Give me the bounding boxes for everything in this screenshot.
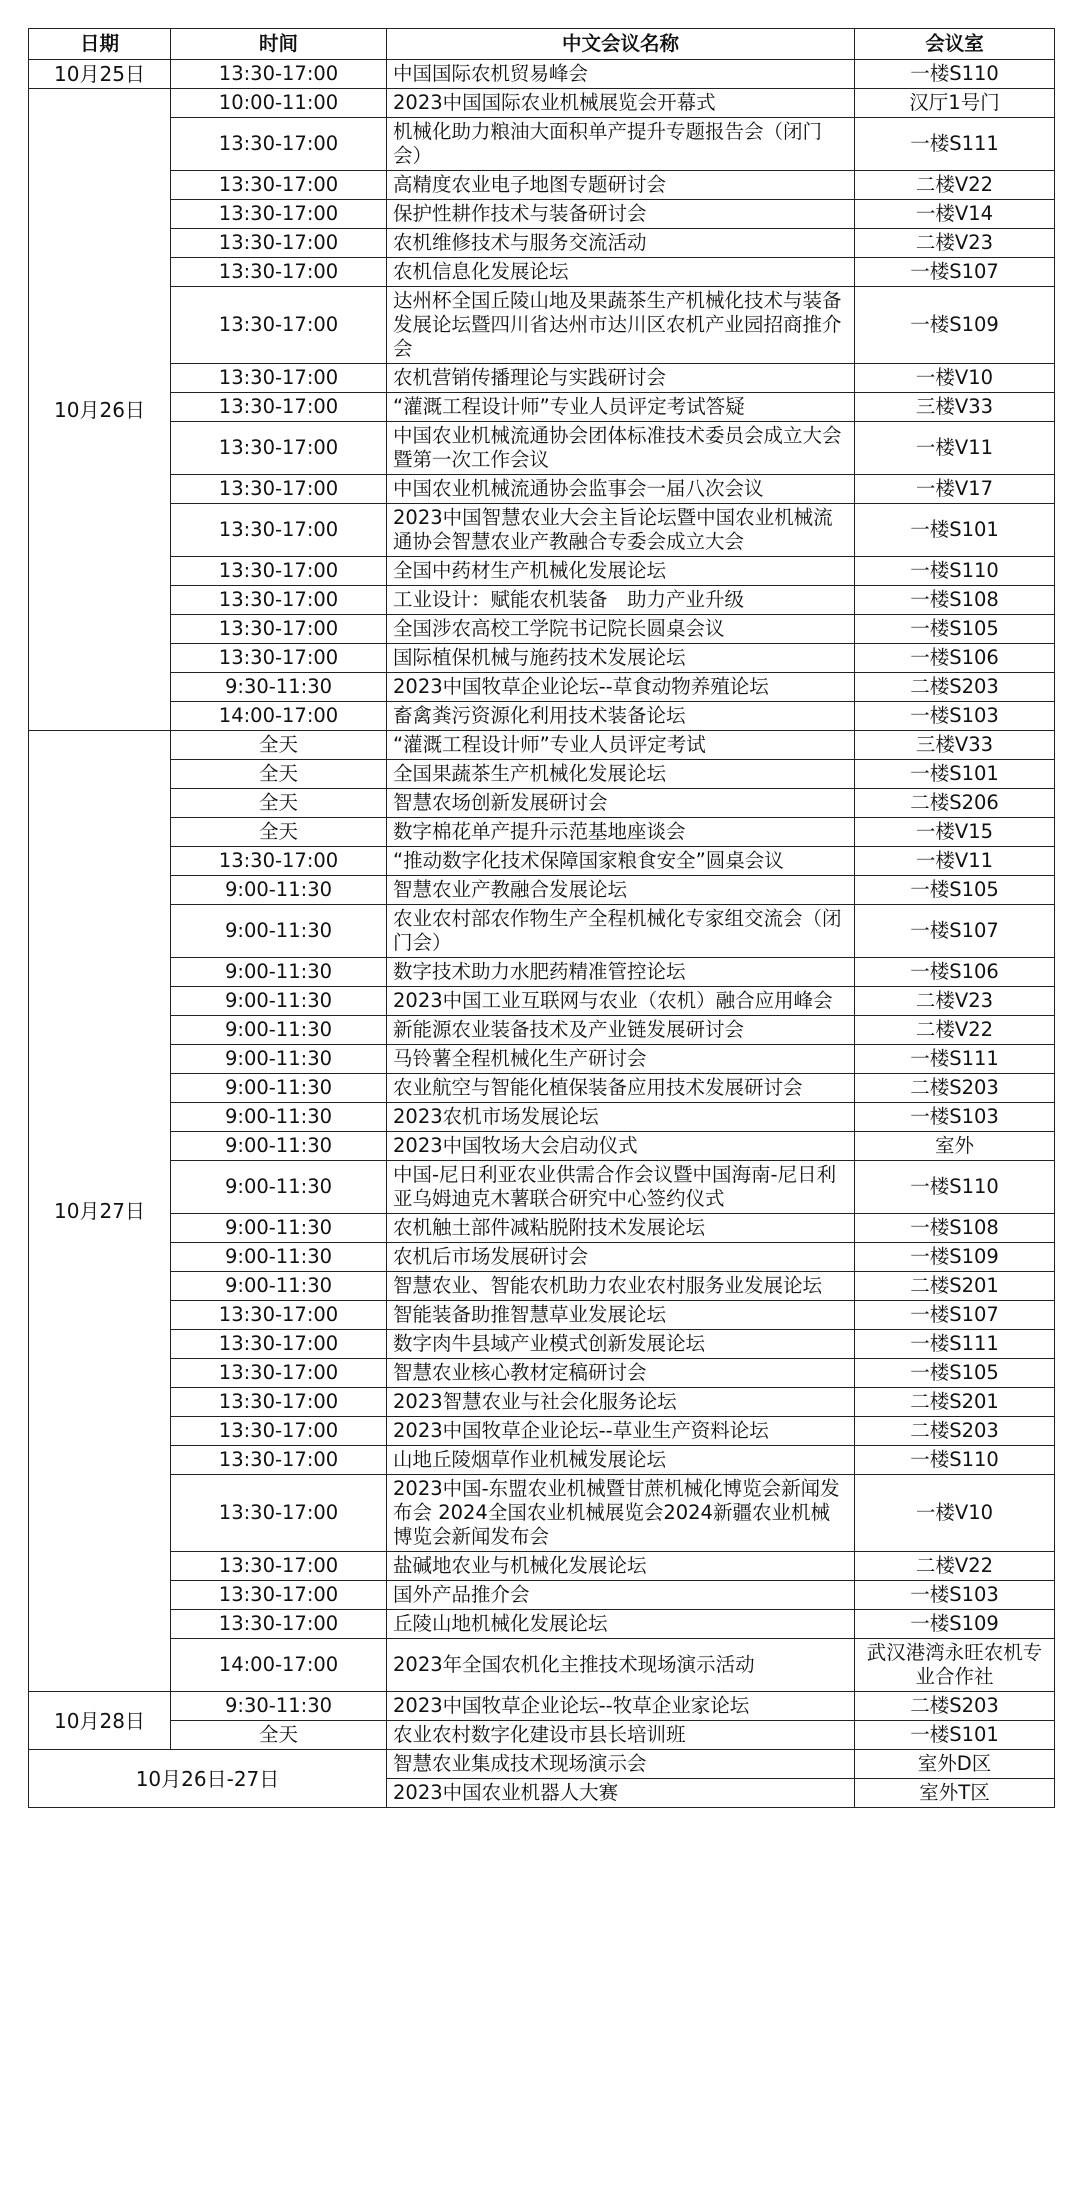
table-row <box>29 118 1055 171</box>
meeting-name-cell: 全国涉农高校工学院书记院长圆桌会议 <box>387 615 855 644</box>
time-cell: 13:30-17:00 <box>171 1552 387 1581</box>
time-cell: 9:00-11:30 <box>171 876 387 905</box>
table-row <box>29 1301 1055 1330</box>
table-row <box>29 876 1055 905</box>
table-row <box>29 1132 1055 1161</box>
meeting-name-cell: 农机维修技术与服务交流活动 <box>387 229 855 258</box>
table-row <box>29 1330 1055 1359</box>
meeting-name-cell: 2023农机市场发展论坛 <box>387 1103 855 1132</box>
time-cell: 13:30-17:00 <box>171 1417 387 1446</box>
table-row <box>29 731 1055 760</box>
room-cell: 一楼V10 <box>855 364 1055 393</box>
time-cell: 全天 <box>171 760 387 789</box>
table-row <box>29 673 1055 702</box>
date-cell: 10月27日 <box>29 731 171 1692</box>
table-row <box>29 364 1055 393</box>
meeting-name-cell: 数字肉牛县域产业模式创新发展论坛 <box>387 1330 855 1359</box>
room-cell: 一楼S103 <box>855 1581 1055 1610</box>
room-cell: 二楼S203 <box>855 1417 1055 1446</box>
room-cell: 二楼V23 <box>855 229 1055 258</box>
table-row <box>29 1388 1055 1417</box>
header-meeting-name: 中文会议名称 <box>387 29 855 60</box>
time-cell: 9:00-11:30 <box>171 1016 387 1045</box>
meeting-name-cell: 智慧农业集成技术现场演示会 <box>387 1750 855 1779</box>
table-header-row <box>29 29 1055 60</box>
room-cell: 一楼S103 <box>855 1103 1055 1132</box>
table-row <box>29 1446 1055 1475</box>
table-row <box>29 200 1055 229</box>
time-cell: 13:30-17:00 <box>171 393 387 422</box>
table-row <box>29 504 1055 557</box>
table-row <box>29 1639 1055 1692</box>
room-cell: 一楼S107 <box>855 1301 1055 1330</box>
time-cell: 9:00-11:30 <box>171 1074 387 1103</box>
time-cell: 13:30-17:00 <box>171 364 387 393</box>
room-cell: 一楼S105 <box>855 876 1055 905</box>
meeting-name-cell: 达州杯全国丘陵山地及果蔬茶生产机械化技术与装备发展论坛暨四川省达州市达川区农机产业园招商推介会 <box>387 287 855 364</box>
room-cell: 二楼S203 <box>855 1692 1055 1721</box>
time-cell: 13:30-17:00 <box>171 475 387 504</box>
meeting-name-cell: 2023中国牧草企业论坛--草食动物养殖论坛 <box>387 673 855 702</box>
room-cell: 一楼S105 <box>855 1359 1055 1388</box>
room-cell: 三楼V33 <box>855 393 1055 422</box>
meeting-name-cell: 智能装备助推智慧草业发展论坛 <box>387 1301 855 1330</box>
meeting-name-cell: 全国中药材生产机械化发展论坛 <box>387 557 855 586</box>
meeting-name-cell: 山地丘陵烟草作业机械发展论坛 <box>387 1446 855 1475</box>
room-cell: 一楼S107 <box>855 258 1055 287</box>
time-cell: 14:00-17:00 <box>171 702 387 731</box>
room-cell: 一楼S109 <box>855 1243 1055 1272</box>
time-cell: 13:30-17:00 <box>171 171 387 200</box>
meeting-name-cell: 马铃薯全程机械化生产研讨会 <box>387 1045 855 1074</box>
meeting-name-cell: 农业农村部农作物生产全程机械化专家组交流会（闭门会） <box>387 905 855 958</box>
table-row <box>29 171 1055 200</box>
time-cell: 9:30-11:30 <box>171 1692 387 1721</box>
table-row <box>29 475 1055 504</box>
room-cell: 一楼S111 <box>855 1330 1055 1359</box>
table-row <box>29 1417 1055 1446</box>
meeting-name-cell: 2023中国牧草企业论坛--牧草企业家论坛 <box>387 1692 855 1721</box>
meeting-name-cell: 畜禽粪污资源化利用技术装备论坛 <box>387 702 855 731</box>
room-cell: 一楼S108 <box>855 586 1055 615</box>
meeting-name-cell: 国际植保机械与施药技术发展论坛 <box>387 644 855 673</box>
room-cell: 一楼S111 <box>855 1045 1055 1074</box>
time-cell: 14:00-17:00 <box>171 1639 387 1692</box>
room-cell: 一楼V15 <box>855 818 1055 847</box>
table-row <box>29 586 1055 615</box>
time-cell: 全天 <box>171 1721 387 1750</box>
time-cell: 13:30-17:00 <box>171 422 387 475</box>
room-cell: 一楼V14 <box>855 200 1055 229</box>
table-row <box>29 1074 1055 1103</box>
date-range-cell: 10月26日-27日 <box>29 1750 387 1808</box>
meeting-name-cell: 智慧农业产教融合发展论坛 <box>387 876 855 905</box>
meeting-name-cell: 2023智慧农业与社会化服务论坛 <box>387 1388 855 1417</box>
room-cell: 一楼S107 <box>855 905 1055 958</box>
time-cell: 13:30-17:00 <box>171 287 387 364</box>
time-cell: 13:30-17:00 <box>171 258 387 287</box>
time-cell: 13:30-17:00 <box>171 1359 387 1388</box>
meeting-name-cell: 丘陵山地机械化发展论坛 <box>387 1610 855 1639</box>
time-cell: 13:30-17:00 <box>171 615 387 644</box>
time-cell: 9:00-11:30 <box>171 987 387 1016</box>
meeting-name-cell: 2023中国农业机器人大赛 <box>387 1779 855 1808</box>
room-cell: 一楼S111 <box>855 118 1055 171</box>
time-cell: 13:30-17:00 <box>171 1475 387 1552</box>
meeting-name-cell: 农机后市场发展研讨会 <box>387 1243 855 1272</box>
time-cell: 13:30-17:00 <box>171 1446 387 1475</box>
time-cell: 9:00-11:30 <box>171 1272 387 1301</box>
room-cell: 一楼S106 <box>855 958 1055 987</box>
room-cell: 一楼S101 <box>855 760 1055 789</box>
meeting-name-cell: 中国-尼日利亚农业供需合作会议暨中国海南-尼日利亚乌姆迪克木薯联合研究中心签约仪式 <box>387 1161 855 1214</box>
meeting-name-cell: 工业设计：赋能农机装备 助力产业升级 <box>387 586 855 615</box>
room-cell: 武汉港湾永旺农机专业合作社 <box>855 1639 1055 1692</box>
time-cell: 全天 <box>171 818 387 847</box>
meeting-name-cell: 2023中国牧场大会启动仪式 <box>387 1132 855 1161</box>
time-cell: 13:30-17:00 <box>171 1388 387 1417</box>
time-cell: 9:00-11:30 <box>171 958 387 987</box>
meeting-name-cell: 智慧农场创新发展研讨会 <box>387 789 855 818</box>
date-cell: 10月28日 <box>29 1692 171 1750</box>
table-row <box>29 702 1055 731</box>
table-row <box>29 89 1055 118</box>
time-cell: 13:30-17:00 <box>171 586 387 615</box>
table-row <box>29 644 1055 673</box>
meeting-name-cell: “灌溉工程设计师”专业人员评定考试答疑 <box>387 393 855 422</box>
table-row <box>29 1161 1055 1214</box>
table-row <box>29 1721 1055 1750</box>
meeting-name-cell: 中国农业机械流通协会团体标准技术委员会成立大会暨第一次工作会议 <box>387 422 855 475</box>
room-cell: 汉厅1号门 <box>855 89 1055 118</box>
meeting-name-cell: 新能源农业装备技术及产业链发展研讨会 <box>387 1016 855 1045</box>
table-row <box>29 1750 1055 1779</box>
table-row <box>29 1552 1055 1581</box>
time-cell: 9:00-11:30 <box>171 905 387 958</box>
room-cell: 一楼S106 <box>855 644 1055 673</box>
meeting-name-cell: 2023年全国农机化主推技术现场演示活动 <box>387 1639 855 1692</box>
room-cell: 一楼S109 <box>855 1610 1055 1639</box>
room-cell: 一楼V11 <box>855 422 1055 475</box>
room-cell: 一楼S101 <box>855 1721 1055 1750</box>
meeting-name-cell: 智慧农业、智能农机助力农业农村服务业发展论坛 <box>387 1272 855 1301</box>
time-cell: 13:30-17:00 <box>171 1581 387 1610</box>
time-cell: 13:30-17:00 <box>171 200 387 229</box>
meeting-name-cell: 2023中国智慧农业大会主旨论坛暨中国农业机械流通协会智慧农业产教融合专委会成立大会 <box>387 504 855 557</box>
table-row <box>29 987 1055 1016</box>
meeting-name-cell: 农业航空与智能化植保装备应用技术发展研讨会 <box>387 1074 855 1103</box>
time-cell: 9:00-11:30 <box>171 1214 387 1243</box>
table-row <box>29 229 1055 258</box>
table-row <box>29 1214 1055 1243</box>
table-row <box>29 789 1055 818</box>
meeting-name-cell: “推动数字化技术保障国家粮食安全”圆桌会议 <box>387 847 855 876</box>
meeting-name-cell: 盐碱地农业与机械化发展论坛 <box>387 1552 855 1581</box>
date-cell: 10月25日 <box>29 60 171 89</box>
room-cell: 一楼S108 <box>855 1214 1055 1243</box>
room-cell: 二楼V22 <box>855 1552 1055 1581</box>
time-cell: 13:30-17:00 <box>171 1610 387 1639</box>
room-cell: 室外 <box>855 1132 1055 1161</box>
time-cell: 全天 <box>171 789 387 818</box>
time-cell: 13:30-17:00 <box>171 60 387 89</box>
room-cell: 一楼V17 <box>855 475 1055 504</box>
time-cell: 9:00-11:30 <box>171 1243 387 1272</box>
room-cell: 二楼V22 <box>855 171 1055 200</box>
table-row <box>29 615 1055 644</box>
time-cell: 13:30-17:00 <box>171 557 387 586</box>
time-cell: 13:30-17:00 <box>171 229 387 258</box>
meeting-name-cell: 农机营销传播理论与实践研讨会 <box>387 364 855 393</box>
meeting-name-cell: 2023中国牧草企业论坛--草业生产资料论坛 <box>387 1417 855 1446</box>
header-room: 会议室 <box>855 29 1055 60</box>
time-cell: 13:30-17:00 <box>171 504 387 557</box>
room-cell: 一楼V11 <box>855 847 1055 876</box>
meeting-name-cell: 保护性耕作技术与装备研讨会 <box>387 200 855 229</box>
room-cell: 二楼S203 <box>855 673 1055 702</box>
date-cell: 10月26日 <box>29 89 171 731</box>
meeting-name-cell: 全国果蔬茶生产机械化发展论坛 <box>387 760 855 789</box>
table-row <box>29 1016 1055 1045</box>
room-cell: 二楼V23 <box>855 987 1055 1016</box>
meeting-name-cell: 2023中国工业互联网与农业（农机）融合应用峰会 <box>387 987 855 1016</box>
time-cell: 10:00-11:00 <box>171 89 387 118</box>
meeting-name-cell: 高精度农业电子地图专题研讨会 <box>387 171 855 200</box>
room-cell: 一楼S110 <box>855 1161 1055 1214</box>
table-row <box>29 1272 1055 1301</box>
table-row <box>29 60 1055 89</box>
time-cell: 9:00-11:30 <box>171 1161 387 1214</box>
table-row <box>29 557 1055 586</box>
room-cell: 一楼S101 <box>855 504 1055 557</box>
meeting-name-cell: 农机触土部件减粘脱附技术发展论坛 <box>387 1214 855 1243</box>
table-row <box>29 1045 1055 1074</box>
table-row <box>29 1243 1055 1272</box>
table-row <box>29 905 1055 958</box>
meeting-name-cell: 数字技术助力水肥药精准管控论坛 <box>387 958 855 987</box>
header-date: 日期 <box>29 29 171 60</box>
table-row <box>29 818 1055 847</box>
table-row <box>29 1581 1055 1610</box>
meeting-name-cell: 中国农业机械流通协会监事会一届八次会议 <box>387 475 855 504</box>
meeting-name-cell: 农业农村数字化建设市县长培训班 <box>387 1721 855 1750</box>
time-cell: 9:00-11:30 <box>171 1103 387 1132</box>
time-cell: 13:30-17:00 <box>171 118 387 171</box>
time-cell: 13:30-17:00 <box>171 1301 387 1330</box>
room-cell: 二楼V22 <box>855 1016 1055 1045</box>
table-row <box>29 1610 1055 1639</box>
meeting-name-cell: 机械化助力粮油大面积单产提升专题报告会（闭门会） <box>387 118 855 171</box>
room-cell: 一楼V10 <box>855 1475 1055 1552</box>
room-cell: 三楼V33 <box>855 731 1055 760</box>
room-cell: 一楼S110 <box>855 1446 1055 1475</box>
time-cell: 13:30-17:00 <box>171 847 387 876</box>
meeting-name-cell: 农机信息化发展论坛 <box>387 258 855 287</box>
table-row <box>29 393 1055 422</box>
room-cell: 室外T区 <box>855 1779 1055 1808</box>
room-cell: 二楼S201 <box>855 1388 1055 1417</box>
meeting-name-cell: 数字棉花单产提升示范基地座谈会 <box>387 818 855 847</box>
room-cell: 二楼S206 <box>855 789 1055 818</box>
table-row <box>29 422 1055 475</box>
time-cell: 13:30-17:00 <box>171 1330 387 1359</box>
table-row <box>29 760 1055 789</box>
table-body <box>29 60 1055 1808</box>
header-time: 时间 <box>171 29 387 60</box>
meeting-name-cell: 2023中国国际农业机械展览会开幕式 <box>387 89 855 118</box>
table-row <box>29 1359 1055 1388</box>
room-cell: 一楼S110 <box>855 557 1055 586</box>
room-cell: 二楼S203 <box>855 1074 1055 1103</box>
table-row <box>29 287 1055 364</box>
meeting-name-cell: “灌溉工程设计师”专业人员评定考试 <box>387 731 855 760</box>
table-row <box>29 1475 1055 1552</box>
meeting-name-cell: 中国国际农机贸易峰会 <box>387 60 855 89</box>
room-cell: 一楼S110 <box>855 60 1055 89</box>
time-cell: 9:00-11:30 <box>171 1045 387 1074</box>
table-row <box>29 1692 1055 1721</box>
table-row <box>29 958 1055 987</box>
table-row <box>29 258 1055 287</box>
time-cell: 9:30-11:30 <box>171 673 387 702</box>
table-row <box>29 847 1055 876</box>
meeting-name-cell: 国外产品推介会 <box>387 1581 855 1610</box>
table-row <box>29 1103 1055 1132</box>
room-cell: 一楼S109 <box>855 287 1055 364</box>
meeting-name-cell: 2023中国-东盟农业机械暨甘蔗机械化博览会新闻发布会 2024全国农业机械展览会2024新疆农业机械博览会新闻发布会 <box>387 1475 855 1552</box>
room-cell: 一楼S103 <box>855 702 1055 731</box>
time-cell: 9:00-11:30 <box>171 1132 387 1161</box>
meeting-name-cell: 智慧农业核心教材定稿研讨会 <box>387 1359 855 1388</box>
room-cell: 二楼S201 <box>855 1272 1055 1301</box>
time-cell: 13:30-17:00 <box>171 644 387 673</box>
room-cell: 室外D区 <box>855 1750 1055 1779</box>
meeting-schedule-table <box>28 28 1055 1808</box>
room-cell: 一楼S105 <box>855 615 1055 644</box>
time-cell: 全天 <box>171 731 387 760</box>
